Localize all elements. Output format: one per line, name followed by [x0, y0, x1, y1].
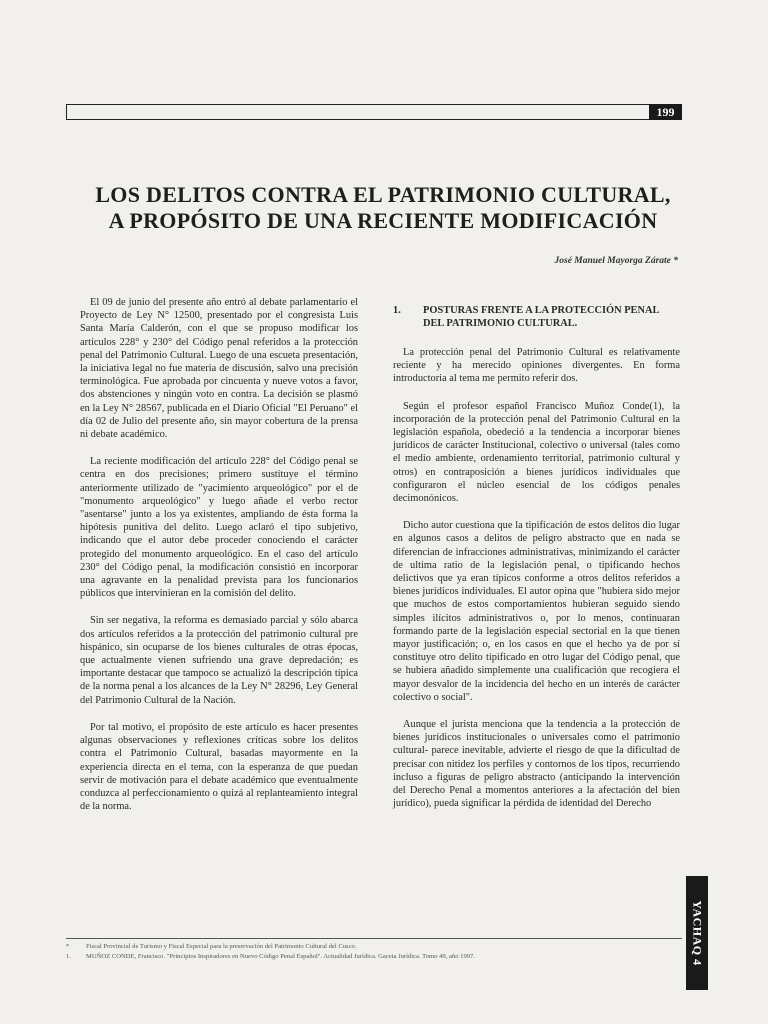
journal-name: YACHAQ 4 [690, 900, 705, 966]
article-title [40, 182, 726, 234]
footnote [66, 942, 666, 952]
footnote [66, 952, 666, 962]
section-number: 1. [393, 305, 401, 316]
paragraph: Aunque el jurista menciona que la tendencia a la protección de bienes jurídicos institucionales o universales como el patrimonio cultural- parece inevitable, advierte el riesgo de que la dificultad de precisar con nitidez los perfiles y contornos de los tipos, recurriendo incluso a figuras de peligro abstracto (anticipando la intervención del Derecho Penal a momentos anteriores a la afectación del bien jurídico), pueda significar la pérdida de identidad del Derecho [393, 719, 680, 810]
footnote-mark: * [66, 943, 70, 950]
left-column [80, 296, 358, 827]
author-byline: José Manuel Mayorga Zárate * [554, 256, 678, 266]
footnote-divider [66, 938, 682, 939]
right-column [393, 296, 680, 825]
paragraph: Sin ser negativa, la reforma es demasiado parcial y sólo abarca dos artículos referidos a la protección del patrimonio cultural pre hispánico, sin ocuparse de los bienes culturales de otras épocas, que actualmente vienen sufriendo una grave depredación; es importante destacar que tampoco se actualizó la descripción típica de la norma penal a los alcances de la Ley N° 28296, Ley General del Patrimonio Cultural de la Nación. [80, 615, 358, 706]
paragraph: La protección penal del Patrimonio Cultural es relativamente reciente y ha merecido opiniones divergentes. En forma introductoria al tema me permito referir dos. [393, 347, 680, 385]
footnote-text: Fiscal Provincial de Turismo y Fiscal Especial para la preservación del Patrimonio Cultural del Cusco. [86, 943, 357, 950]
section-heading [393, 304, 680, 330]
paragraph: La reciente modificación del artículo 228° del Código penal se centra en dos precisiones; primero sustituye el término anteriormente utilizado de "yacimiento arqueológico" por el de "monumento arqueológico" y luego añade el verbo rector "asentarse" junto a los ya existentes, ampliando de ésta forma la hipótesis punitiva del delito. Luego aclaró el tipo subjetivo, indicando que el autor debe proceder conociendo el carácter protegido del monumento arqueológico. En el caso del artículo 230° del Código penal, la modificación consistió en incorporar una agravante en la penalidad prevista para los funcionarios públicos que intervinieran en la comisión del delito. [80, 456, 358, 600]
section-title: POSTURAS FRENTE A LA PROTECCIÓN PENAL DEL PATRIMONIO CULTURAL. [423, 305, 659, 329]
footnotes [66, 942, 666, 961]
footnote-mark: 1. [66, 952, 71, 960]
journal-side-tab [686, 876, 708, 990]
page-number: 199 [649, 104, 682, 120]
title-line-1: LOS DELITOS CONTRA EL PATRIMONIO CULTURAL, [95, 182, 671, 207]
paragraph: Dicho autor cuestiona que la tipificación de estos delitos dio lugar en algunos casos a delitos de peligro abstracto que en nada se diferencian de infracciones administrativas, minimizando el carácter de ultima ratio de la legislación penal, o tipificando hechos delictivos que ya eran típicos conforme a otros delitos referidos a bienes jurídicos individuales. El autor opina que "hubiera sido mejor que muchos de estos comportamientos hubieran seguido siendo simples ilícitos administrativos o, por lo menos, continuaran formando parte de la legislación especial sectorial en la que tienen mayor justificación; o, en los casos en que el hecho ya de por sí constituye otro delito tipificado en otro lugar del Código penal, que se hubiera añadido simplemente una cualificación que recogiera el mayor desvalor de la incidencia del hecho en un interés de carácter colectivo o social". [393, 520, 680, 703]
title-line-2: A PROPÓSITO DE UNA RECIENTE MODIFICACIÓN [108, 208, 658, 233]
paragraph: El 09 de junio del presente año entró al debate parlamentario el Proyecto de Ley N° 12500, presentado por el congresista Luis Santa María Calderón, con el que se propuso modificar los artículos 228° y 230° del Código penal referidos a la protección penal del Patrimonio Cultural. Luego de una escueta presentación, la iniciativa legal no fue materia de discusión, salvo una precisión terminológica. Fue aprobada por cincuenta y nueve votos a favor, dos abstenciones y ningún voto en contra. La decisión se plasmó en la Ley N° 28567, publicada en el Diario Oficial "El Peruano" el día 02 de Julio del presente año, sin mayor cobertura de la prensa ni debate académico. [80, 297, 358, 441]
footnote-text: MUÑOZ CONDE, Francisco. "Principios Inspiradores en Nuevo Código Penal Español". Actualidad Jurídica. Gaceta Jurídica. Tomo 49, año 1997. [86, 952, 475, 960]
paragraph: Por tal motivo, el propósito de este artículo es hacer presentes algunas observaciones y reflexiones críticas sobre los delitos contra el Patrimonio Cultural, basadas mayormente en la experiencia directa en el tema, con la esperanza de que puedan servir de motivación para el debate académico que eventualmente conduzca al perfeccionamiento o quizá al replanteamiento integral de la norma. [80, 721, 358, 813]
paragraph: Según el profesor español Francisco Muñoz Conde(1), la incorporación de la protección penal del Patrimonio Cultural en la legislación española, obedeció a la tendencia a incorporar bienes jurídicos de carácter Institucional, colectivo o universal (tales como el medio ambiente, ordenamiento territorial, patrimonio cultural y otros) en contraposición a bienes jurídicos individuales que configuraron el núcleo esencial de los códigos penales decimonónicos. [393, 400, 680, 505]
running-header [66, 104, 682, 120]
